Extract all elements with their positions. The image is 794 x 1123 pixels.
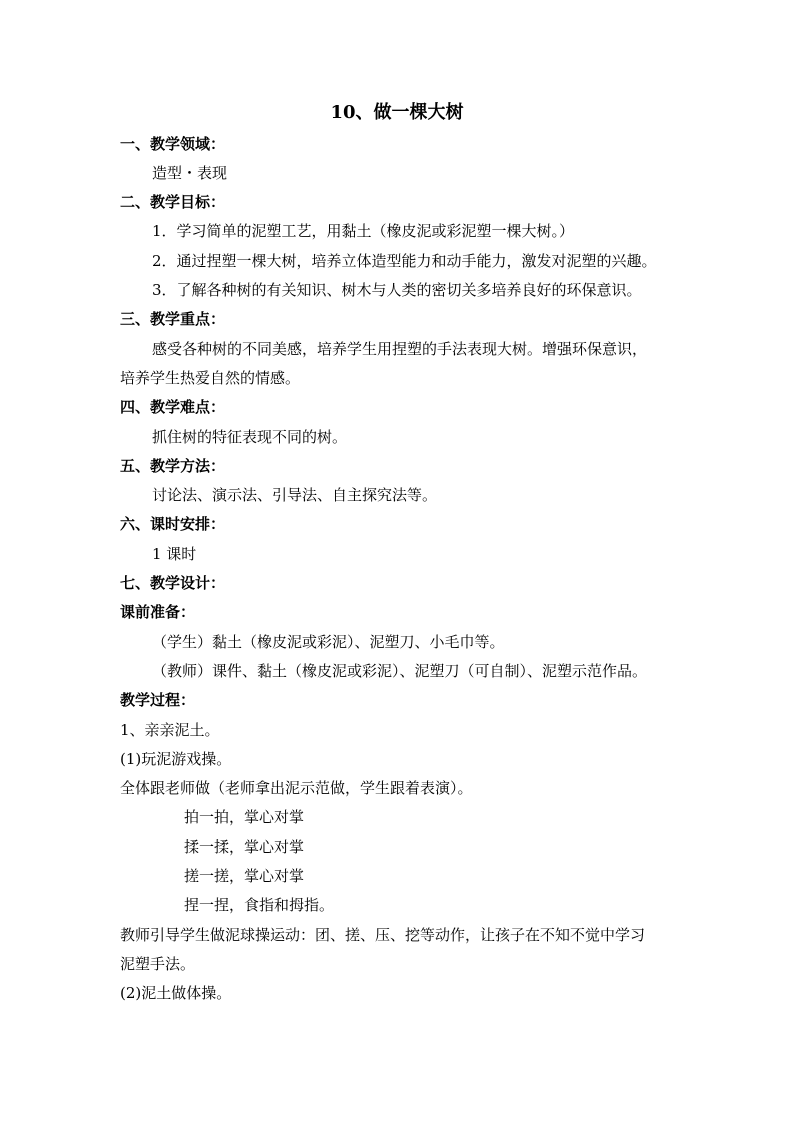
section-heading-domain: 一、教学领域： [120, 135, 226, 153]
goal-item-2: 2．通过捏塑一棵大树，培养立体造型能力和动手能力，激发对泥塑的兴趣。 [152, 252, 657, 270]
domain-content: 造型・表现 [152, 164, 228, 182]
section-heading-goals: 二、教学目标： [120, 193, 226, 211]
goal-item-1: 1．学习简单的泥塑工艺，用黏土（橡皮泥或彩泥塑一棵大树。） [152, 222, 575, 240]
section-heading-key-points: 三、教学重点： [120, 310, 226, 328]
process-heading: 教学过程： [120, 691, 196, 709]
process-guide-line-2: 泥塑手法。 [120, 955, 196, 973]
rhyme-line-1: 拍一拍，掌心对掌 [184, 808, 305, 826]
difficulties-content: 抓住树的特征表现不同的树。 [152, 428, 348, 446]
process-guide-line-1: 教师引导学生做泥球操运动：团、搓、压、挖等动作，让孩子在不知不觉中学习 [120, 926, 646, 944]
section-heading-difficulties: 四、教学难点： [120, 398, 226, 416]
prep-teacher: （教师）课件、黏土（橡皮泥或彩泥）、泥塑刀（可自制）、泥塑示范作品。 [152, 662, 648, 680]
methods-content: 讨论法、演示法、引导法、自主探究法等。 [152, 486, 438, 504]
prep-student: （学生）黏土（橡皮泥或彩泥）、泥塑刀、小毛巾等。 [152, 633, 505, 651]
rhyme-line-4: 捏一捏，食指和拇指。 [184, 896, 335, 914]
rhyme-line-2: 揉一揉，掌心对掌 [184, 838, 305, 856]
schedule-content: 1 课时 [152, 545, 197, 563]
process-sub-2: (2)泥土做体操。 [120, 984, 232, 1002]
process-sub-1: (1)玩泥游戏操。 [120, 750, 232, 768]
section-heading-methods: 五、教学方法： [120, 457, 226, 475]
document-title: 10、做一棵大树 [330, 102, 464, 123]
prep-heading: 课前准备： [120, 603, 196, 621]
key-points-line-1: 感受各种树的不同美感，培养学生用捏塑的手法表现大树。增强环保意识， [152, 340, 648, 358]
goal-item-3: 3．了解各种树的有关知识、树木与人类的密切关多培养良好的环保意识。 [152, 281, 642, 299]
process-follow: 全体跟老师做（老师拿出泥示范做，学生跟着表演）。 [120, 779, 473, 797]
section-heading-design: 七、教学设计： [120, 574, 226, 592]
process-step-1: 1、亲亲泥土。 [120, 721, 220, 739]
section-heading-schedule: 六、课时安排： [120, 515, 226, 533]
rhyme-line-3: 搓一搓，掌心对掌 [184, 867, 305, 885]
key-points-line-2: 培养学生热爱自然的情感。 [120, 369, 301, 387]
